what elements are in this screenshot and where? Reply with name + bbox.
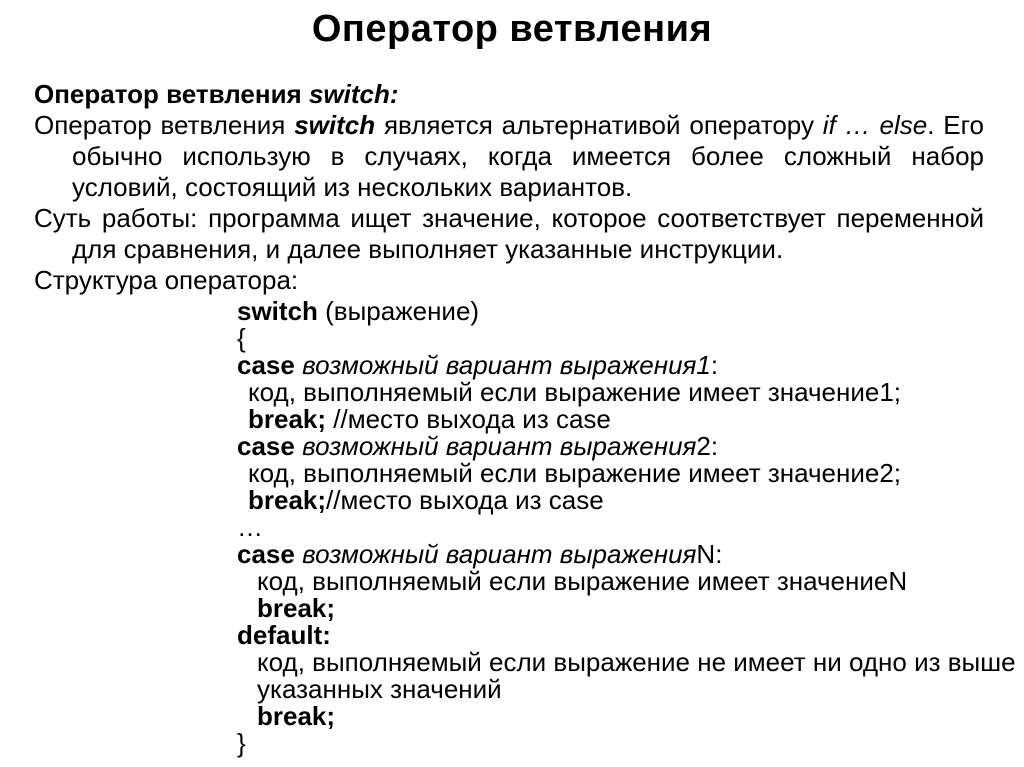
paragraph [34, 203, 984, 265]
text-run: является альтернативой оператору [375, 110, 823, 140]
text-run: … [237, 512, 263, 542]
text-run: возможный вариант выражения1 [302, 350, 711, 380]
code-line [237, 352, 984, 379]
text-run: . Его обычно использую в случаях, когда имеется более сложный набор условий, состоящий из нескольких вариантов. [72, 110, 984, 202]
code-line [237, 325, 984, 352]
text-run: указанных значений [257, 674, 502, 704]
code-block [237, 296, 1016, 758]
text-run: N: [696, 539, 723, 569]
text-run: код, выполняемый если выражение имеет значение1; [248, 377, 902, 407]
text-run: возможный вариант выражения [302, 539, 697, 569]
text-run: break; [257, 593, 336, 623]
code-line [237, 514, 984, 541]
text-run: 2: [696, 431, 719, 461]
paragraph [34, 265, 984, 296]
code-line [237, 460, 984, 487]
text-run: возможный вариант выражения [302, 431, 697, 461]
text-run [295, 431, 302, 461]
code-line [237, 730, 984, 757]
paragraph [34, 110, 984, 203]
code-line [237, 541, 984, 568]
text-run: Оператор ветвления [34, 110, 295, 140]
text-run: //место выхода из case [326, 485, 604, 515]
code-line [237, 379, 984, 406]
code-line [237, 487, 984, 514]
code-line [237, 703, 984, 730]
text-run: Оператор ветвления [34, 79, 309, 109]
text-run: код, выполняемый если выражение не имеет ни одно из выше [257, 647, 1016, 677]
code-line [237, 622, 984, 649]
code-line [237, 568, 984, 595]
text-run: (выражение) [317, 296, 480, 326]
code-line [237, 676, 984, 703]
text-run: Структура оператора: [34, 265, 299, 295]
code-line [237, 647, 1016, 677]
code-line [237, 433, 984, 460]
slide-body [34, 79, 1016, 758]
code-line [237, 406, 984, 433]
paragraph [34, 79, 984, 110]
text-run: break; [248, 404, 327, 434]
text-run: { [237, 323, 246, 353]
text-run: if … else [822, 110, 928, 140]
text-run: switch [237, 296, 318, 326]
paragraphs-section [34, 79, 984, 296]
text-run: break; [248, 485, 327, 515]
text-run [295, 350, 302, 380]
slide-title: Оператор ветвления [311, 8, 713, 50]
text-run: case [237, 350, 295, 380]
text-run: break; [257, 701, 336, 731]
text-run: //место выхода из case [326, 404, 611, 434]
text-run: case [237, 431, 295, 461]
text-run: } [237, 728, 246, 758]
text-run: switch: [308, 79, 399, 109]
text-run: код, выполняемый если выражение имеет значениеN [257, 566, 908, 596]
text-run: : [710, 350, 719, 380]
code-line [237, 595, 984, 622]
text-run: код, выполняемый если выражение имеет значение2; [248, 458, 902, 488]
text-run: Суть работы: программа ищет значение, которое соответствует переменной для сравнения, и далее выполняет указанные инструкции. [34, 203, 984, 264]
code-line [237, 298, 984, 325]
text-run: case [237, 539, 295, 569]
text-run: default: [237, 620, 331, 650]
text-run [295, 539, 302, 569]
text-run: switch [294, 110, 376, 140]
